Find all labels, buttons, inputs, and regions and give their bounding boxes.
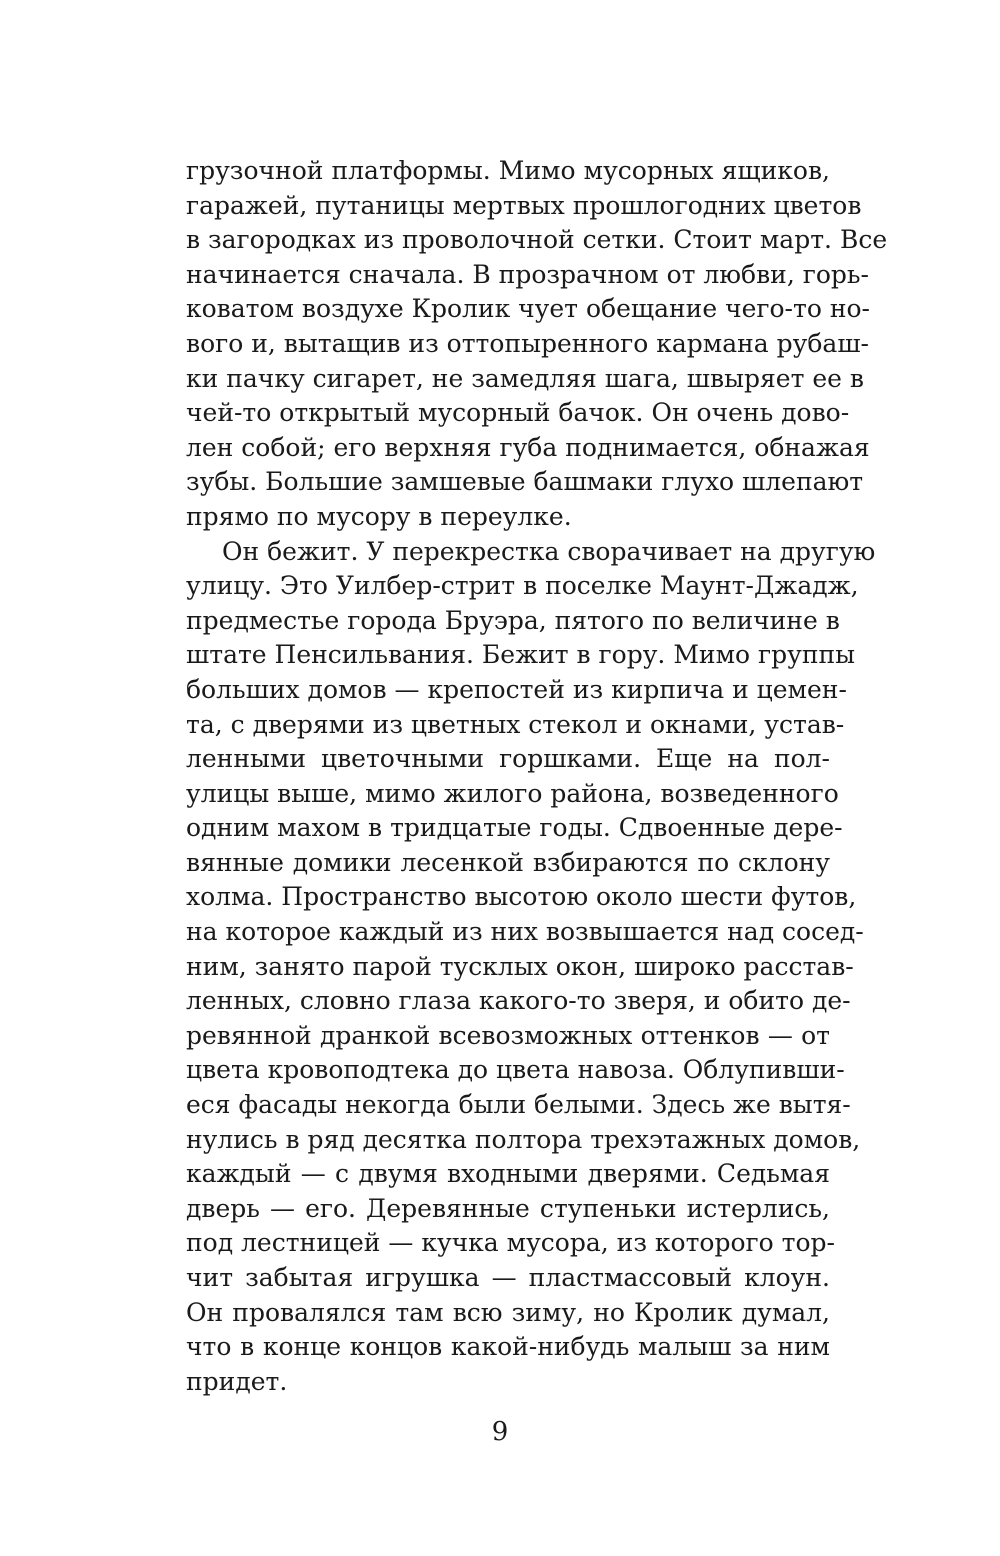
- text-line: ним, занято парой тусклых окон, широко расстав-: [186, 951, 854, 981]
- text-line: чит забытая игрушка — пластмассовый клоун.: [186, 1263, 830, 1292]
- text-line: ревянной дранкой всевозможных оттенков — от: [186, 1020, 830, 1050]
- text-line: чей-то открытый мусорный бачок. Он очень дово-: [186, 398, 850, 428]
- text-line: улицы выше, мимо жилого района, возведенного: [186, 778, 839, 808]
- text-line: под лестницей — кучка мусора, из которого тор-: [186, 1228, 835, 1258]
- text-line: зубы. Большие замшевые башмаки глухо шлепают: [186, 467, 864, 497]
- text-line: одним махом в тридцатые годы. Сдвоенные дере-: [186, 813, 843, 843]
- text-line: каждый — с двумя входными дверями. Седьмая: [186, 1159, 830, 1189]
- text-line: улицу. Это Уилбер-стрит в поселке Маунт-Джадж,: [186, 571, 859, 601]
- text-line: грузочной платформы. Мимо мусорных ящиков,: [186, 156, 830, 185]
- text-line: штате Пенсильвания. Бежит в гору. Мимо группы: [186, 640, 856, 670]
- text-line: прямо по мусору в переулке.: [186, 501, 572, 531]
- body-text: [186, 154, 888, 1399]
- text-line: еся фасады некогда были белыми. Здесь же вытя-: [186, 1090, 851, 1120]
- text-line: что в конце концов какой-нибудь малыш за ним: [186, 1332, 830, 1362]
- text-line: холма. Пространство высотою около шести футов,: [186, 882, 857, 912]
- text-line: ленных, словно глаза какого-то зверя, и обито де-: [186, 986, 851, 1016]
- page-number: 9: [491, 1417, 509, 1447]
- text-line: вянные домики лесенкой взбираются по склону: [186, 847, 830, 877]
- text-line: ленными цветочными горшками. Еще на пол-: [186, 744, 830, 774]
- text-line: цвета кровоподтека до цвета навоза. Облупивши-: [186, 1055, 845, 1085]
- paragraph: [186, 535, 876, 1400]
- text-line: дверь — его. Деревянные ступеньки истерлись,: [186, 1193, 830, 1223]
- text-line: предместье города Бруэра, пятого по величине в: [186, 605, 840, 635]
- text-line: начинается сначала. В прозрачном от любви, горь-: [186, 259, 869, 289]
- text-line: вого и, вытащив из оттопыренного кармана рубаш-: [186, 328, 870, 358]
- text-line: нулись в ряд десятка полтора трехэтажных домов,: [186, 1124, 861, 1154]
- text-line: придет.: [186, 1366, 288, 1396]
- text-line: Он провалялся там всю зиму, но Кролик думал,: [186, 1297, 830, 1327]
- paragraph: [186, 154, 888, 535]
- text-line: на которое каждый из них возвышается над сосед-: [186, 917, 864, 947]
- text-line: в загородках из проволочной сетки. Стоит март. Все: [186, 225, 888, 255]
- text-line: ки пачку сигарет, не замедляя шага, швыряет ее в: [186, 363, 864, 393]
- text-line: больших домов — крепостей из кирпича и цемен-: [186, 674, 847, 704]
- text-line: та, с дверями из цветных стекол и окнами, устав-: [186, 709, 845, 739]
- text-line: гаражей, путаницы мертвых прошлогодних цветов: [186, 190, 862, 220]
- text-line: лен собой; его верхняя губа поднимается, обнажая: [186, 432, 870, 462]
- text-line: Он бежит. У перекрестка сворачивает на другую: [222, 536, 876, 566]
- text-line: коватом воздухе Кролик чует обещание чего-то но-: [186, 294, 870, 324]
